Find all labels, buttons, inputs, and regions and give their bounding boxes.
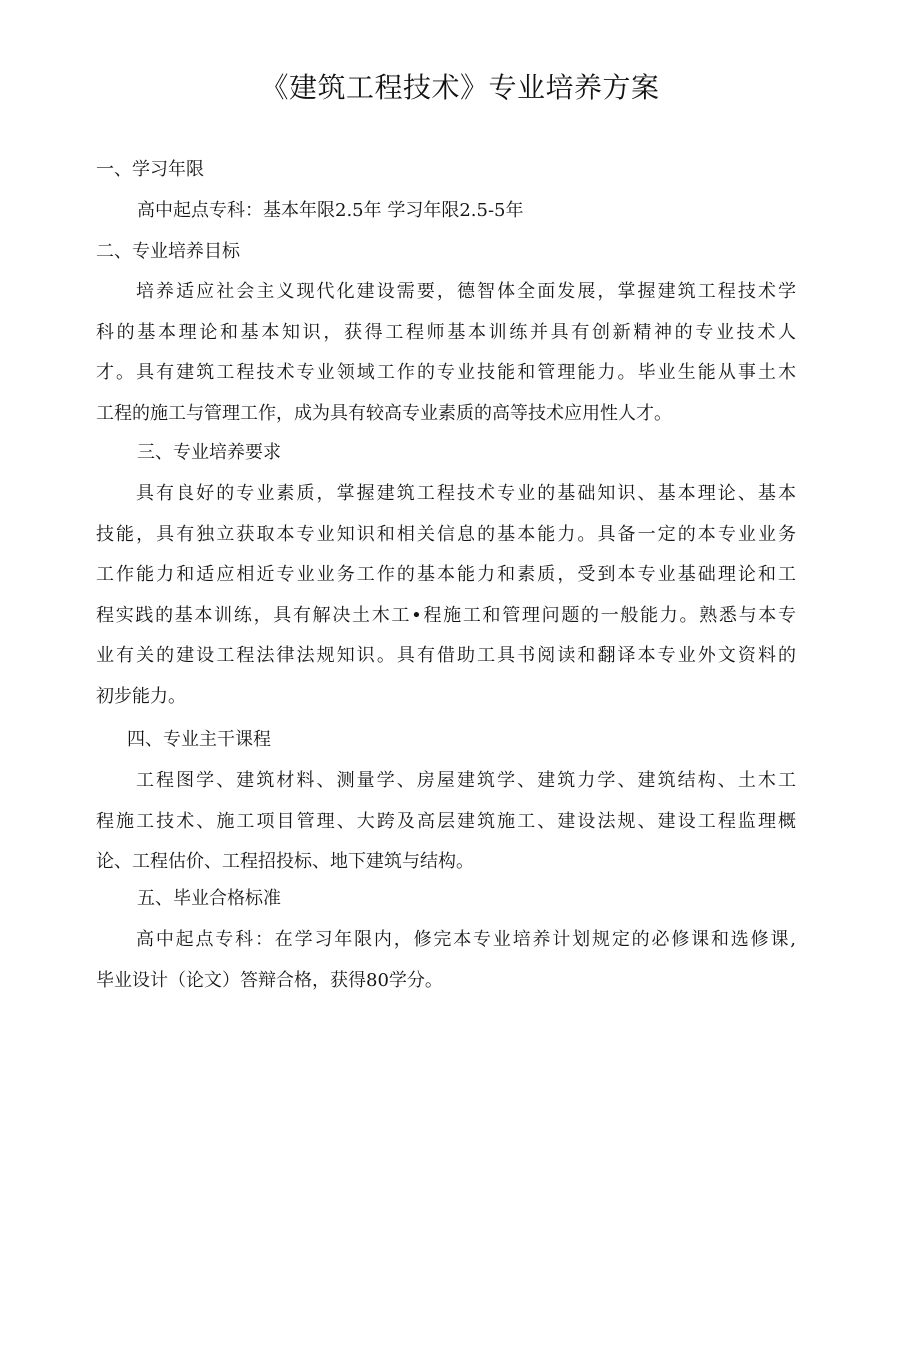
paragraph-line: 科的基本理论和基本知识，获得工程师基本训练并具有创新精神的专业技术人 (96, 321, 796, 343)
paragraph-line: 具有良好的专业素质，掌握建筑工程技术专业的基础知识、基本理论、基本 (136, 483, 796, 504)
paragraph-line: 毕业设计（论文）答辩合格，获得80学分。 (96, 969, 443, 991)
section-heading-study-years: 一、学习年限 (96, 159, 204, 180)
paragraph-line: 技能，具有独立获取本专业知识和相关信息的基本能力。具备一定的本专业业务 (96, 523, 796, 545)
paragraph-line: 工作能力和适应相近专业业务工作的基本能力和素质，受到本专业基础理论和工 (96, 564, 796, 585)
training-requirements-paragraph (96, 474, 796, 717)
graduation-standard-paragraph (96, 920, 796, 1001)
section-heading-graduation-standard: 五、毕业合格标准 (137, 888, 281, 909)
paragraph-line: 程实践的基本训练，具有解决土木工•程施工和管理问题的一般能力。熟悉与本专 (96, 604, 796, 626)
document-title: 《建筑工程技术》专业培养方案 (260, 71, 660, 104)
study-years-text: 高中起点专科：基本年限2.5年 学习年限2.5-5年 (137, 200, 524, 221)
paragraph-line: 初步能力。 (96, 685, 186, 707)
paragraph-line: 论、工程估价、工程招投标、地下建筑与结构。 (96, 851, 474, 872)
section-heading-core-courses: 四、专业主干课程 (127, 729, 271, 750)
paragraph-line: 业有关的建设工程法律法规知识。具有借助工具书阅读和翻译本专业外文资料的 (96, 645, 796, 666)
training-goal-paragraph (96, 272, 796, 434)
paragraph-line: 程施工技术、施工项目管理、大跨及高层建筑施工、建设法规、建设工程监理概 (96, 810, 796, 832)
paragraph-line: 高中起点专科：在学习年限内，修完本专业培养计划规定的必修课和选修课, (136, 929, 796, 950)
section-heading-training-goal: 二、专业培养目标 (96, 241, 240, 262)
paragraph-line: 工程图学、建筑材料、测量学、房屋建筑学、建筑力学、建筑结构、土木工 (136, 770, 796, 791)
core-courses-paragraph (96, 761, 796, 883)
section-heading-training-requirements: 三、专业培养要求 (137, 442, 281, 463)
paragraph-line: 工程的施工与管理工作，成为具有较高专业素质的高等技术应用性人才。 (96, 402, 672, 424)
paragraph-line: 培养适应社会主义现代化建设需要，德智体全面发展，掌握建筑工程技术学 (136, 281, 796, 302)
paragraph-line: 才。具有建筑工程技术专业领域工作的专业技能和管理能力。毕业生能从事土木 (96, 362, 796, 383)
